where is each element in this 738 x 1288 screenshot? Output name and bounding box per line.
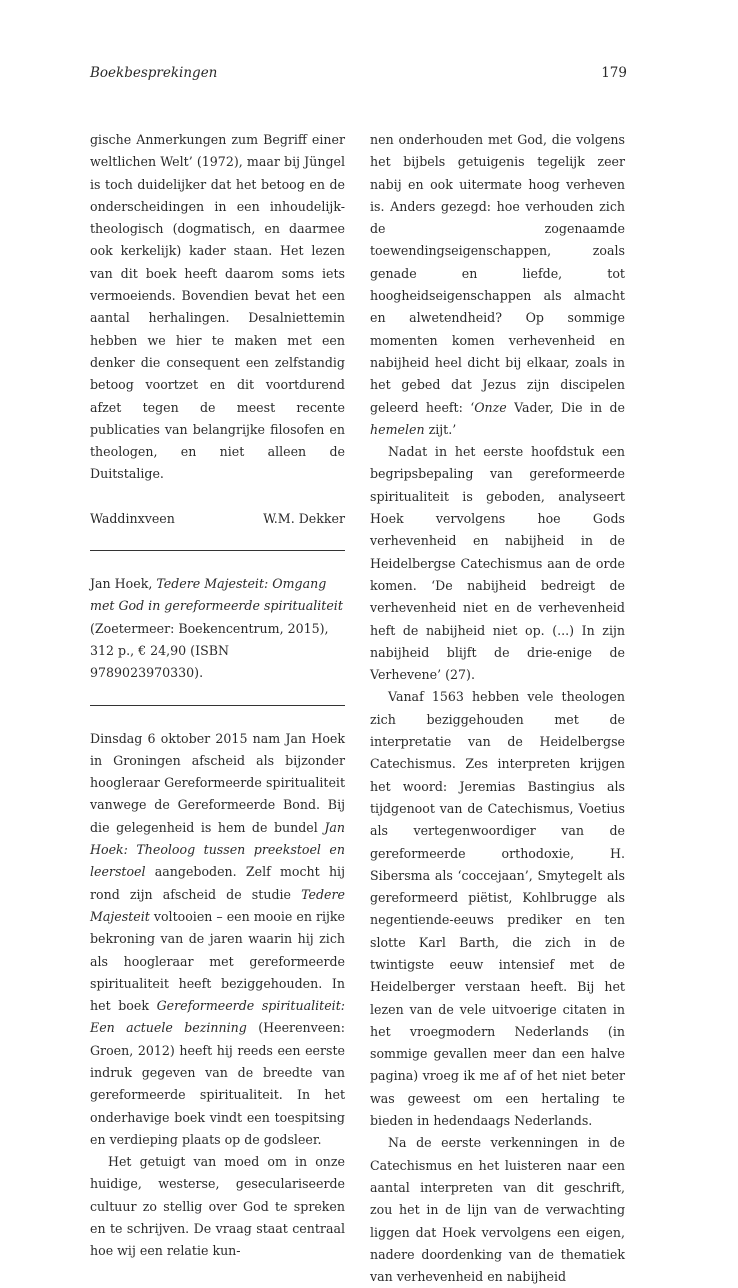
running-head — [90, 62, 627, 84]
book-reference — [90, 573, 345, 684]
right-column — [370, 129, 625, 1288]
previous-review-ending: gische Anmerkungen zum Begriff einer weltlichen Welt’ (1972), maar bij Jüngel is toch duidelijker dat het betoog en de onderscheidingen in een inhoudelijk-theologisch (dogmatisch, en daarmee ook kerkelijk) kader staan. Het lezen van dit boek heeft daarom soms iets vermoeiends. Bovendien bevat het een aantal herhalingen. Desalniettemin hebben we hier te maken met een denker die consequent een zelfstandig betoog voortzet en dit voortdurend afzet tegen de meest recente publicaties van belangrijke filosofen en theologen, en niet alleen de Duitstalige. — [90, 132, 345, 482]
signature-name: W.M. Dekker — [263, 510, 345, 526]
review-paragraph-3: nen onderhouden met God, die volgens het bijbels getuigenis tegelijk zeer nabij en ook uitermate hoog verheven is. Anders gezegd: hoe verhouden zich de zogenaamde toewendingseigenschappen, zoals genade en liefde, tot hoogheidseigenschappen als almacht en alwetendheid? Op sommige momenten komen verhevenheid en nabijheid heel dicht bij elkaar, zoals in het gebed dat Jezus zijn discipelen geleerd heeft: ‘Onze Vader, Die in de hemelen zijt.’ — [370, 132, 625, 437]
book-title: Tedere Majesteit: Omgang met God in gereformeerde spiritualiteit — [90, 576, 343, 614]
divider-bottom — [90, 705, 345, 706]
left-column — [90, 129, 345, 1263]
page-number: 179 — [601, 65, 627, 81]
divider-top — [90, 550, 345, 551]
book-details: (Zoetermeer: Boekencentrum, 2015), 312 p., € 24,90 (ISBN 9789023970330). — [90, 620, 329, 681]
signature-place: Waddinxveen — [90, 510, 175, 526]
review-paragraph-6: Na de eerste verkenningen in de Catechismus en het luisteren naar een aantal interpreten van dit geschrift, zou het in de lijn van de verwachting liggen dat Hoek vervolgens een eigen, nadere doordenking van de thematiek van verhevenheid en nabijheid — [370, 1135, 625, 1285]
reviewer-signature — [90, 508, 345, 530]
section-title: Boekbesprekingen — [90, 65, 218, 81]
review-paragraph-5: Vanaf 1563 hebben vele theologen zich beziggehouden met de interpretatie van de Heidelbergse Catechismus. Zes interpreten krijgen het woord: Jeremias Bastingius als tijdgenoot van de Catechismus, Voetius als vertegenwoordiger van de gereformeerde orthodoxie, H. Sibersma als ‘coccejaan’, Smytegelt als gereformeerd piëtist, Kohlbrugge als negentiende-eeuws prediker en ten slotte Karl Barth, die zich in de twintigste eeuw intensief met de Heidelberger verstaan heeft. Bij het lezen van de vele uitvoerige citaten in het vroegmodern Nederlands (in sommige gevallen meer dan een halve pagina) vroeg ik me af of het niet beter was geweest om een hertaling te bieden in hedendaags Nederlands. — [370, 689, 625, 1129]
book-author: Jan Hoek, — [90, 576, 157, 592]
review-paragraph-2: Het getuigt van moed om in onze huidige, westerse, geseculariseerde cultuur zo stellig over God te spreken en te schrijven. De vraag staat centraal hoe wij een relatie kun- — [90, 1154, 345, 1259]
review-paragraph-4: Nadat in het eerste hoofdstuk een begripsbepaling van gereformeerde spiritualiteit is geboden, analyseert Hoek vervolgens hoe Gods verhevenheid en nabijheid in de Heidelbergse Catechismus aan de orde komen. ‘De nabijheid bedreigt de verhevenheid niet en de verhevenheid heft de nabijheid niet op. (...) In zijn nabijheid blijft de drie-enige de Verhevene’ (27). — [370, 444, 625, 683]
review-paragraph-1: Dinsdag 6 oktober 2015 nam Jan Hoek in Groningen afscheid als bijzonder hoogleraar Gereformeerde spiritualiteit vanwege de Gereformeerde Bond. Bij die gelegenheid is hem de bundel Jan Hoek: Theoloog tussen preekstoel en leerstoel aangeboden. Zelf mocht hij rond zijn afscheid de studie Tedere Majesteit voltooien – een mooie en rijke bekroning van de jaren waarin hij zich als hoogleraar met gereformeerde spiritualiteit heeft beziggehouden. In het boek Gereformeerde spiritualiteit: Een actuele bezinning (Heerenveen: Groen, 2012) heeft hij reeds een eerste indruk gegeven van de breedte van gereformeerde spiritualiteit. In het onderhavige boek vindt een toespitsing en verdieping plaats op de godsleer. — [90, 730, 346, 1147]
